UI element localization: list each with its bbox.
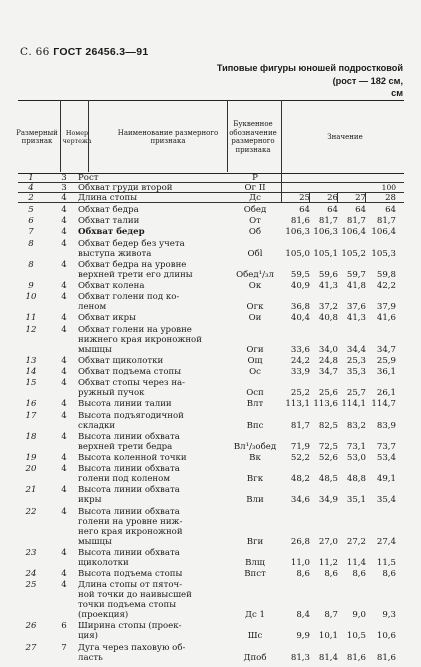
figure-number: 4 xyxy=(61,410,67,421)
value-cell: 105,3 xyxy=(371,248,396,259)
measurement-name-line: Высота линии обхвата xyxy=(78,431,180,442)
figure-number: 4 xyxy=(61,205,67,215)
value-cell: 8,6 xyxy=(296,569,310,579)
grid-line xyxy=(227,100,228,172)
value-cell: 113,6 xyxy=(313,399,338,410)
measurement-name xyxy=(78,205,226,215)
figure-number: 3 xyxy=(61,183,67,193)
measurement-name xyxy=(78,313,226,323)
value-cell: 27,2 xyxy=(346,536,366,547)
measurement-name-line: верхней трети его длины xyxy=(78,269,193,280)
value-cell: 59,7 xyxy=(346,269,366,280)
value-cell: 9,3 xyxy=(382,610,396,621)
value-cell: 49,1 xyxy=(376,474,396,485)
value-cell: 37,2 xyxy=(318,302,338,313)
table-row xyxy=(18,464,404,484)
figure-number: 4 xyxy=(61,313,67,324)
measurement-name: Обхват груди второй xyxy=(78,183,173,193)
row-number: 14 xyxy=(25,367,37,377)
row-number: 18 xyxy=(25,431,37,442)
table-row xyxy=(18,239,404,259)
value-cell: 11,4 xyxy=(346,557,366,568)
table-row xyxy=(18,367,404,377)
table-title xyxy=(213,62,403,100)
measurement-name xyxy=(78,281,226,291)
table-row xyxy=(18,507,404,547)
value-cell: 114,7 xyxy=(371,399,396,410)
measurement-name xyxy=(78,432,226,452)
value-cell: 8,7 xyxy=(324,610,338,621)
value-cell: 8,4 xyxy=(296,610,310,621)
value-cell: 28 xyxy=(385,193,396,203)
value-cell: 10,1 xyxy=(318,631,338,642)
value-cell: 59,8 xyxy=(376,269,396,280)
value-cell: 34,7 xyxy=(376,344,396,355)
value-cell: 8,6 xyxy=(324,569,338,579)
grid-line xyxy=(281,100,282,172)
row-number: 4 xyxy=(28,183,34,193)
page-number: С. 66 xyxy=(20,46,50,58)
row-number: 8 xyxy=(28,238,34,249)
value-cell: 81,4 xyxy=(318,652,338,663)
value-cell: 10,5 xyxy=(346,631,366,642)
value-cell: 83,2 xyxy=(346,420,366,431)
value-cell: 81,7 xyxy=(376,216,396,227)
measurement-name xyxy=(78,216,226,226)
figure-number: 4 xyxy=(61,238,67,249)
value-cell: 106,4 xyxy=(371,227,396,238)
value-cell: 36,1 xyxy=(376,367,396,377)
measurement-code: Р xyxy=(252,173,258,183)
measurement-name xyxy=(78,367,226,377)
measurement-code: Дпоб xyxy=(243,652,267,663)
figure-number: 4 xyxy=(61,193,67,203)
value-cell: 27,0 xyxy=(318,536,338,547)
measurement-name-line: Обхват бедра на уровне xyxy=(78,259,187,270)
value-cell: 37,9 xyxy=(376,302,396,313)
row-divider xyxy=(18,192,404,193)
measurement-name-line: (проекция) xyxy=(78,610,129,621)
measurement-name-line: Высота линии обхвата xyxy=(78,485,180,496)
row-number: 17 xyxy=(25,410,37,421)
value-cell: 64 xyxy=(355,205,366,215)
standard-number: ГОСТ 26456.3—91 xyxy=(53,46,149,58)
value-cell: 35,4 xyxy=(376,495,396,506)
measurement-name-line: Обхват икры xyxy=(78,313,136,324)
measurement-code: Огк xyxy=(246,302,264,313)
measurement-name xyxy=(78,507,226,547)
measurement-code: Ои xyxy=(248,313,262,324)
table-row xyxy=(18,356,404,366)
table-row xyxy=(18,205,404,215)
measurement-code: Шс xyxy=(247,631,263,642)
measurement-name-line: него края икроножной xyxy=(78,526,183,537)
measurement-name xyxy=(78,453,226,463)
measurement-name-line: Длина стопы от пяточ- xyxy=(78,580,183,591)
measurement-code: Дс xyxy=(249,193,261,203)
measurement-name-line: нижнего края икроножной xyxy=(78,334,202,345)
measurement-name-line: Высота подъема стопы xyxy=(78,569,183,579)
measurement-name-line: голени под коленом xyxy=(78,474,171,485)
measurement-name xyxy=(78,580,226,620)
grid-line xyxy=(60,100,61,172)
figure-number: 4 xyxy=(61,464,67,475)
row-number: 5 xyxy=(28,205,34,215)
table-row xyxy=(18,569,404,579)
measurement-name-line: Высота подъягодичной xyxy=(78,410,184,421)
table-row xyxy=(18,432,404,452)
measurement-name-line: Обхват голени на уровне xyxy=(78,324,192,335)
measurement-name-line: голени на уровне ниж- xyxy=(78,516,183,527)
value-cell: 53,4 xyxy=(376,453,396,463)
measurement-name-line: Обхват бедер без учета xyxy=(78,238,185,249)
measurement-name-line: Высота линии обхвата xyxy=(78,547,180,558)
measurement-name-line: Обхват бедер xyxy=(78,227,145,238)
value-cell: 34,4 xyxy=(346,344,366,355)
figure-number: 4 xyxy=(61,292,67,303)
measurement-code: Вл¹/₃обед xyxy=(233,441,277,452)
measurement-code: Впс xyxy=(246,420,264,431)
table-row xyxy=(18,621,404,641)
table-row xyxy=(18,292,404,312)
table-row xyxy=(18,260,404,280)
measurement-name-line: Высота коленной точки xyxy=(78,453,187,463)
value-cell: 113,1 xyxy=(285,399,310,410)
figure-number: 4 xyxy=(61,259,67,270)
page-header xyxy=(20,46,149,58)
value-cell: 72,5 xyxy=(318,441,338,452)
value-cell: 59,6 xyxy=(318,269,338,280)
measurement-name-line: леном xyxy=(78,302,107,313)
value-cell: 41,6 xyxy=(376,313,396,324)
value-cell: 48,5 xyxy=(318,474,338,485)
value-cell: 52,2 xyxy=(290,453,310,463)
value-cell: 81,6 xyxy=(346,652,366,663)
value-cell: 40,9 xyxy=(290,281,310,291)
table-row xyxy=(18,580,404,620)
value-cell: 8,6 xyxy=(382,569,396,579)
grid-line xyxy=(88,100,89,172)
value-cell: 81,3 xyxy=(290,652,310,663)
value-cell: 26,1 xyxy=(376,388,396,399)
row-number: 10 xyxy=(25,292,37,303)
header-fig: Номер чертежа xyxy=(62,128,92,145)
value-cell: 40,8 xyxy=(318,313,338,324)
table-header xyxy=(18,100,404,174)
value-cell: 24,8 xyxy=(318,355,338,366)
measurement-code: Влщ xyxy=(245,557,265,568)
value-cell: 64 xyxy=(299,205,310,215)
figure-number: 4 xyxy=(61,227,67,238)
value-cell: 36,8 xyxy=(290,302,310,313)
value-cell: 34,6 xyxy=(290,495,310,506)
measurement-name xyxy=(78,227,226,237)
table-row xyxy=(18,281,404,291)
measurement-code: Вк xyxy=(249,453,261,463)
measurement-name xyxy=(78,464,226,484)
measurement-code: Ок xyxy=(248,281,262,291)
measurement-name-line: Обхват бедра xyxy=(78,205,139,215)
table-row xyxy=(18,325,404,355)
measurement-code: Осп xyxy=(246,388,264,399)
table-row xyxy=(18,485,404,505)
value-cell: 25 xyxy=(299,193,310,203)
measurement-name-line: икры xyxy=(78,495,102,506)
row-number: 23 xyxy=(25,547,37,558)
figure-number: 4 xyxy=(61,453,67,463)
value-cell: 9,9 xyxy=(296,631,310,642)
measurement-name-line: Высота линии обхвата xyxy=(78,506,180,517)
measurement-name xyxy=(78,378,226,398)
value-cell: 64 xyxy=(327,205,338,215)
measurement-code: Ос xyxy=(249,367,261,377)
value-cell: 35,3 xyxy=(346,367,366,377)
value-cell: 25,3 xyxy=(346,355,366,366)
value-cell: 59,5 xyxy=(290,269,310,280)
measurement-name-line: ция) xyxy=(78,631,99,642)
row-divider xyxy=(18,202,404,203)
measurement-name: Рост xyxy=(78,173,99,183)
measurement-code: От xyxy=(249,216,261,227)
figure-number: 4 xyxy=(61,367,67,377)
table-row xyxy=(18,411,404,431)
measurement-name-line: складки xyxy=(78,420,116,431)
value-cell: 73,7 xyxy=(376,441,396,452)
table-row xyxy=(18,399,404,409)
value-cell: 81,7 xyxy=(290,420,310,431)
figure-number: 4 xyxy=(61,281,67,291)
table-row xyxy=(18,216,404,226)
value-cell: 8,6 xyxy=(352,569,366,579)
figure-number: 3 xyxy=(61,173,67,183)
measurement-name-line: мышцы xyxy=(78,344,112,355)
value-cell: 35,1 xyxy=(346,495,366,506)
table-row xyxy=(18,227,404,237)
row-number: 8 xyxy=(28,259,34,270)
measurement-name-line: мышцы xyxy=(78,536,112,547)
row-divider xyxy=(18,182,404,183)
figure-number: 4 xyxy=(61,506,67,517)
row-number: 12 xyxy=(25,324,37,335)
measurement-name xyxy=(78,260,226,280)
measurement-name-line: ласть xyxy=(78,652,103,663)
title-line-2: (рост — 182 см, xyxy=(332,75,403,86)
row-number: 22 xyxy=(25,506,37,517)
figure-number: 7 xyxy=(61,642,67,653)
row-number: 27 xyxy=(25,642,37,653)
value-cell: 24,2 xyxy=(290,355,310,366)
measurement-name-line: Обхват подъема стопы xyxy=(78,367,182,377)
measurement-name xyxy=(78,643,226,663)
value-cell: 34,9 xyxy=(318,495,338,506)
measurement-name-line: Высота линии талии xyxy=(78,399,172,410)
value-cell: 82,5 xyxy=(318,420,338,431)
measurement-name-line: Высота линии обхвата xyxy=(78,464,180,475)
row-number: 16 xyxy=(25,399,37,410)
value-cell: 81,7 xyxy=(318,216,338,227)
measurement-code: Вги xyxy=(246,536,264,547)
figure-number: 4 xyxy=(61,355,67,366)
measurement-name-line: точки подъема стопы xyxy=(78,600,177,611)
measurement-name: Длина стопы xyxy=(78,193,138,203)
value-cell: 105,1 xyxy=(313,248,338,259)
row-number: 7 xyxy=(28,227,34,238)
measurement-code: Обед¹/₃л xyxy=(236,269,274,280)
measurement-name-line: верхней трети бедра xyxy=(78,441,173,452)
title-line-1: Типовые фигуры юношей подростковой xyxy=(216,63,403,73)
measurement-name xyxy=(78,399,226,409)
measurement-name-line: выступа живота xyxy=(78,248,152,259)
measurement-name xyxy=(78,325,226,355)
value-cell: 81,6 xyxy=(376,652,396,663)
measurement-name xyxy=(78,621,226,641)
row-number: 1 xyxy=(28,173,34,183)
value-cell: 26 xyxy=(327,193,338,203)
row-number: 9 xyxy=(28,281,34,291)
value-cell: 53,0 xyxy=(346,453,366,463)
value-cell: 41,8 xyxy=(346,281,366,291)
value-cell: 83,9 xyxy=(376,420,396,431)
value-cell: 41,3 xyxy=(318,281,338,291)
value-cell: 25,2 xyxy=(290,388,310,399)
row-number: 15 xyxy=(25,378,37,389)
row-number: 11 xyxy=(25,313,37,324)
figure-number: 4 xyxy=(61,580,67,591)
value-cell: 37,6 xyxy=(346,302,366,313)
measurement-code: Впст xyxy=(244,569,266,579)
value-cell: 52,6 xyxy=(318,453,338,463)
measurement-name-line: Дуга через паховую об- xyxy=(78,642,186,653)
value-cell: 25,6 xyxy=(318,388,338,399)
table-row xyxy=(18,643,404,663)
row-number: 2 xyxy=(28,193,34,203)
figure-number: 4 xyxy=(61,485,67,496)
value-cell: 41,3 xyxy=(346,313,366,324)
value-cell: 10,6 xyxy=(376,631,396,642)
figure-number: 4 xyxy=(61,399,67,410)
table-row xyxy=(18,313,404,323)
value-cell: 105,2 xyxy=(341,248,366,259)
row-number: 6 xyxy=(28,216,34,227)
value-cell: 81,7 xyxy=(346,216,366,227)
value-cell: 73,1 xyxy=(346,441,366,452)
value-cell: 105,0 xyxy=(285,248,310,259)
value-cell: 40,4 xyxy=(290,313,310,324)
measurement-code: Оги xyxy=(246,344,264,355)
value-cell: 27 xyxy=(355,193,366,203)
value-cell: 71,9 xyxy=(290,441,310,452)
figure-number: 4 xyxy=(61,216,67,227)
measurement-code: Обl xyxy=(247,248,263,259)
value-cell: 48,8 xyxy=(346,474,366,485)
value-cell: 11,0 xyxy=(290,557,310,568)
row-number: 24 xyxy=(25,569,37,579)
figure-number: 6 xyxy=(61,621,67,632)
value-cell: 25,9 xyxy=(376,355,396,366)
value-cell: 106,3 xyxy=(313,227,338,238)
value-cell: 26,8 xyxy=(290,536,310,547)
measurement-name xyxy=(78,239,226,259)
row-number: 13 xyxy=(25,355,37,366)
measurement-name-line: Ширина стопы (проек- xyxy=(78,621,182,632)
measurement-name xyxy=(78,356,226,366)
measurement-code: Ог II xyxy=(244,183,266,193)
measurement-name xyxy=(78,569,226,579)
measurement-code: Обед xyxy=(243,205,267,215)
value-cell: 11,2 xyxy=(318,557,338,568)
measurement-name-line: щиколотки xyxy=(78,557,129,568)
header-num: Размерный признак xyxy=(16,128,58,145)
figure-number: 4 xyxy=(61,378,67,389)
row-number: 19 xyxy=(25,453,37,463)
figure-number: 4 xyxy=(61,431,67,442)
measurement-name-line: Обхват колена xyxy=(78,281,145,291)
table-row xyxy=(18,548,404,568)
header-code: Буквенное обозначение размерного признака xyxy=(229,120,277,154)
value-cell: 33,9 xyxy=(290,367,310,377)
measurement-code: Об xyxy=(248,227,262,238)
measurement-code: Вгк xyxy=(246,474,264,485)
table-row xyxy=(18,453,404,463)
value-cell: 34,7 xyxy=(318,367,338,377)
value-cell: 9,0 xyxy=(352,610,366,621)
measurement-name xyxy=(78,485,226,505)
row-number: 26 xyxy=(25,621,37,632)
measurement-name-line: Обхват стопы через на- xyxy=(78,378,186,389)
value-cell: 48,2 xyxy=(290,474,310,485)
measurement-name-line: ружный пучок xyxy=(78,388,145,399)
value-cell: 106,4 xyxy=(341,227,366,238)
table-row xyxy=(18,378,404,398)
value-cell: 33,6 xyxy=(290,344,310,355)
measurement-code: Ощ xyxy=(247,355,263,366)
value-cell: 27,4 xyxy=(376,536,396,547)
value-cell: 42,2 xyxy=(376,281,396,291)
figure-number: 4 xyxy=(61,547,67,558)
measurement-code: Влт xyxy=(246,399,264,410)
header-values: Значение xyxy=(327,132,363,141)
measurement-name-line: ной точки до наивысшей xyxy=(78,590,192,601)
row-number: 21 xyxy=(25,485,37,496)
measurement-name xyxy=(78,292,226,312)
measurement-name xyxy=(78,411,226,431)
value-cell: 114,1 xyxy=(341,399,366,410)
measurement-name xyxy=(78,548,226,568)
row-number: 20 xyxy=(25,464,37,475)
measurement-code: Дс 1 xyxy=(245,610,265,621)
measurement-code: Вли xyxy=(246,495,264,506)
row-number: 25 xyxy=(25,580,37,591)
value-cell: 106,3 xyxy=(285,227,310,238)
title-line-3: см xyxy=(391,88,403,98)
measurement-name-line: Обхват щиколотки xyxy=(78,355,164,366)
value-cell: 81,6 xyxy=(290,216,310,227)
value-cell: 11,5 xyxy=(376,557,396,568)
value-cell: 34,0 xyxy=(318,344,338,355)
measurement-name-line: Обхват талии xyxy=(78,216,140,227)
figure-number: 4 xyxy=(61,324,67,335)
measurement-name-line: Обхват голени под ко- xyxy=(78,292,180,303)
figure-number: 4 xyxy=(61,569,67,579)
value-cell: 100 xyxy=(381,183,396,192)
value-cell: 25,7 xyxy=(346,388,366,399)
value-cell: 64 xyxy=(385,205,396,215)
header-name: Наименование размерного признака xyxy=(117,128,219,145)
